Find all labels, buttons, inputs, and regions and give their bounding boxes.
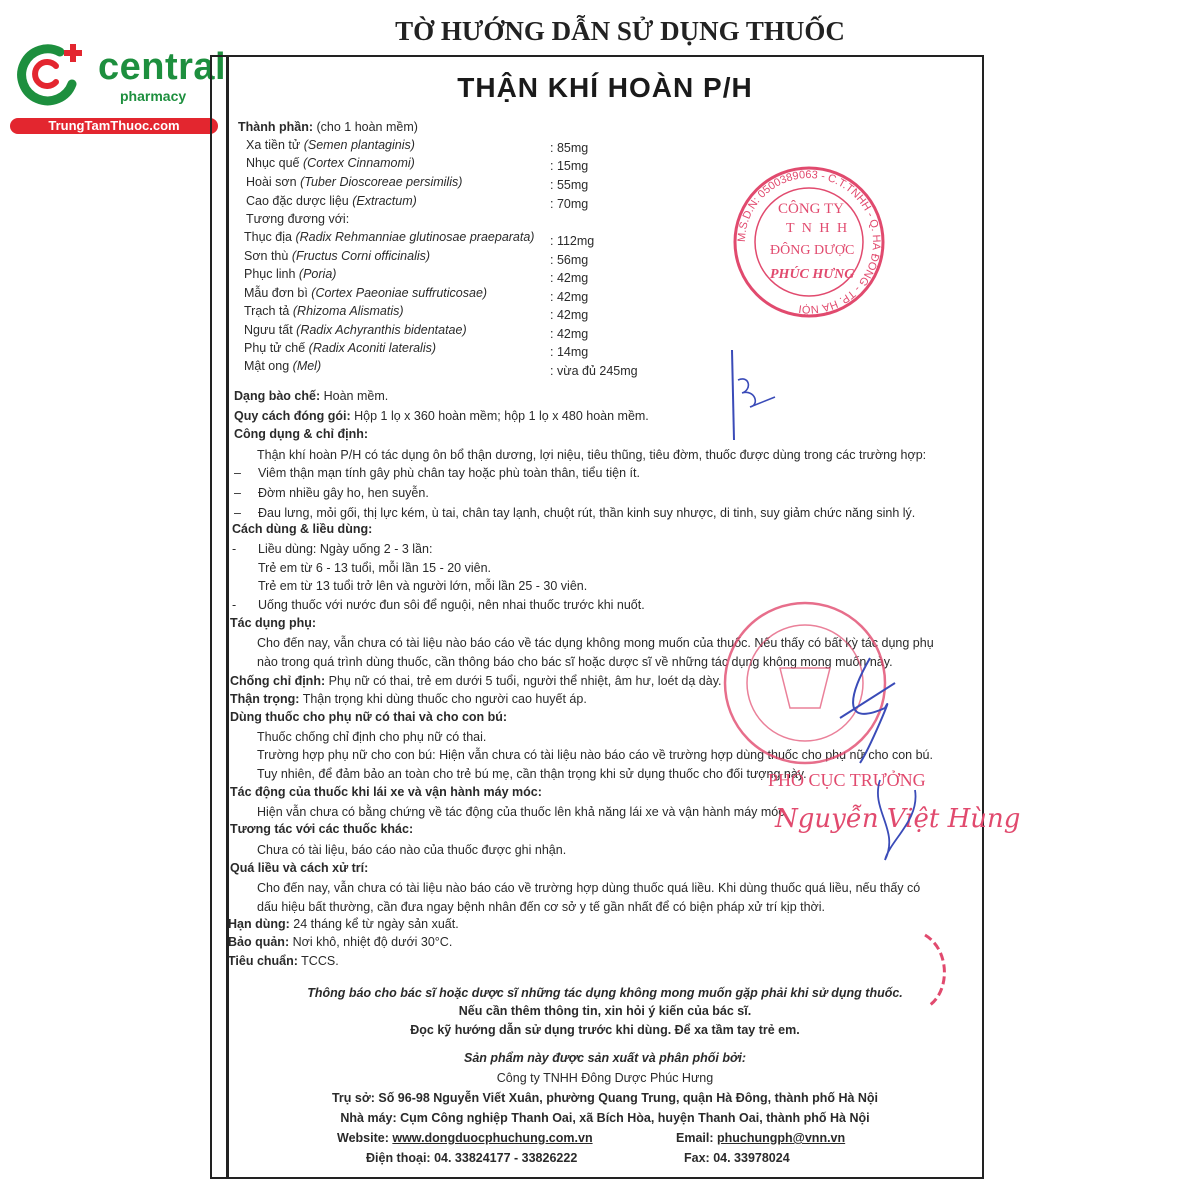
bullet-dash: – <box>234 486 241 500</box>
pharmacy-logo <box>10 38 227 138</box>
notice-line: Nếu cần thêm thông tin, xin hỏi ý kiến của bác sĩ. <box>458 1004 752 1018</box>
ingredient-amount: : 55mg <box>550 178 589 192</box>
usage-adult: Trẻ em từ 13 tuổi trở lên và người lớn, mỗi lần 25 - 30 viên. <box>258 579 588 593</box>
packaging-label: Quy cách đóng gói: <box>234 409 351 423</box>
document-title: TỜ HƯỚNG DẪN SỬ DỤNG THUỐC <box>395 16 845 46</box>
indication-item: Đau lưng, mỏi gối, thị lực kém, ù tai, chân tay lạnh, chuột rút, thần kinh suy nhược, di tinh, suy giảm chức năng sinh lý. <box>258 506 916 520</box>
equivalent-row <box>244 304 404 319</box>
overdose-line2: dấu hiệu bất thường, cần đưa ngay bệnh nhân đến cơ sở y tế gần nhất để có biện pháp xử trí kịp thời. <box>257 900 825 914</box>
hq-value: Số 96-98 Nguyễn Viết Xuân, phường Quang Trung, quận Hà Đông, thành phố Hà Nội <box>378 1091 879 1105</box>
stamp-line: PHÚC HƯNG <box>770 267 855 282</box>
equivalent-name: Phục linh <box>244 267 296 281</box>
email-row <box>676 1131 845 1146</box>
bullet-dash: – <box>234 506 241 520</box>
ingredient-row <box>246 194 417 209</box>
overdose-line1: Cho đến nay, vẫn chưa có tài liệu nào báo cáo về trường hợp dùng thuốc quá liều. Khi dùng thuốc quá liều, nếu thấy có <box>257 881 921 895</box>
ingredient-latin: (Semen plantaginis) <box>303 138 415 152</box>
email-link[interactable]: phuchungph@vnn.vn <box>717 1131 846 1145</box>
shelf-life <box>228 917 459 932</box>
signature-title: PHÓ CỤC TRƯỞNG <box>768 770 926 790</box>
shelf-life-label: Hạn dùng: <box>228 917 290 931</box>
stamp-line: T N H H <box>786 221 850 236</box>
equivalent-amount: : 42mg <box>550 327 589 341</box>
equivalent-row <box>244 230 534 245</box>
factory-label: Nhà máy: <box>340 1111 397 1125</box>
usage-child: Trẻ em từ 6 - 13 tuổi, mỗi lần 15 - 20 viên. <box>258 561 492 575</box>
ingredient-latin: (Tuber Dioscoreae persimilis) <box>300 175 463 189</box>
composition-heading-row <box>238 120 418 135</box>
signature-name: Nguyễn Việt Hùng <box>775 804 1021 834</box>
notice-line: Thông báo cho bác sĩ hoặc dược sĩ những tác dụng không mong muốn gặp phải khi sử dụng thuốc. <box>307 986 903 1000</box>
equivalent-amount: : 112mg <box>550 234 595 248</box>
company-stamp <box>730 163 888 321</box>
ingredient-name: Hoài sơn <box>246 175 297 189</box>
ingredient-amount: : 15mg <box>550 159 589 173</box>
contraindications-label: Chống chỉ định: <box>230 674 326 688</box>
email-label: Email: <box>676 1131 714 1145</box>
equivalent-latin: (Mel) <box>292 359 322 373</box>
initials-signature-icon <box>720 345 790 445</box>
dosage-form <box>234 389 388 404</box>
equivalent-amount: : 42mg <box>550 271 589 285</box>
hq-label: Trụ sở: <box>331 1091 375 1105</box>
phone-row <box>366 1151 577 1166</box>
equivalent-name: Phụ tử chế <box>244 341 306 355</box>
fax-label: Fax: <box>684 1151 710 1165</box>
ministry-stamp-icon <box>720 598 900 768</box>
equivalent-name: Trạch tả <box>244 304 290 318</box>
overdose-label: Quá liều và cách xử trí: <box>230 861 369 875</box>
ingredient-amount: : 70mg <box>550 197 589 211</box>
website-link[interactable]: www.dongduocphuchung.com.vn <box>392 1131 593 1145</box>
standard-value: TCCS. <box>301 954 339 968</box>
factory-value: Cụm Công nghiệp Thanh Oai, xã Bích Hòa, huyện Thanh Oai, thành phố Hà Nội <box>400 1111 870 1125</box>
ingredient-row <box>246 156 415 171</box>
notice-line: Đọc kỹ hướng dẫn sử dụng trước khi dùng. Để xa tầm tay trẻ em. <box>410 1023 800 1037</box>
equivalent-latin: (Fructus Corni officinalis) <box>291 249 431 263</box>
side-effects-line2: nào trong quá trình dùng thuốc, cần thông báo cho bác sĩ hoặc dược sĩ về những tác dụng không mong muốn này. <box>257 655 893 669</box>
equivalent-latin: (Radix Aconiti lateralis) <box>308 341 437 355</box>
equivalent-amount: : 56mg <box>550 253 589 267</box>
stamp-ring-text: M.S.D.N: 0500389063 - C.T.TNHH - Q. HÀ ĐÔNG - TP. HÀ NỘI <box>735 168 883 316</box>
ingredient-row <box>246 138 415 153</box>
standard <box>228 954 339 969</box>
equivalent-amount: : 42mg <box>550 290 589 304</box>
manufacturer-intro: Sản phẩm này được sản xuất và phân phối bởi: <box>463 1051 746 1065</box>
ingredient-latin: (Extractum) <box>352 194 417 208</box>
stamp-line: ĐÔNG DƯỢC <box>770 243 855 258</box>
composition-heading: Thành phần: <box>238 120 313 134</box>
side-effects-line1: Cho đến nay, vẫn chưa có tài liệu nào báo cáo về tác dụng không mong muốn của thuốc. Nếu thấy có bất kỳ tác dụng phụ <box>257 636 934 650</box>
storage-value: Nơi khô, nhiệt độ dưới 30°C. <box>292 935 453 949</box>
composition-note: (cho 1 hoàn mềm) <box>316 120 418 134</box>
precautions <box>230 692 587 707</box>
logo-brand: central <box>98 46 227 88</box>
equivalent-latin: (Poria) <box>298 267 337 281</box>
pregnancy-line2: Trường hợp phụ nữ cho con bú: Hiện vẫn chưa có tài liệu nào báo cáo về trường hợp dùng thuốc cho phụ nữ cho con bú. <box>257 748 933 762</box>
driving-label: Tác động của thuốc khi lái xe và vận hành máy móc: <box>230 785 542 799</box>
interactions-label: Tương tác với các thuốc khác: <box>230 822 414 836</box>
indication-item: Viêm thận mạn tính gây phù chân tay hoặc phù toàn thân, tiểu tiện ít. <box>258 466 640 480</box>
handwritten-signature-icon <box>860 770 940 870</box>
logo-url: TrungTamThuoc.com <box>10 118 218 134</box>
fax-value: 04. 33978024 <box>713 1151 790 1165</box>
driving-value: Hiện vẫn chưa có bằng chứng về tác động của thuốc lên khả năng lái xe và vận hành máy móc. <box>257 805 788 819</box>
logo-sub: pharmacy <box>120 88 187 104</box>
ingredient-name: Nhục quế <box>246 156 300 170</box>
equivalent-label: Tương đương với: <box>246 212 350 226</box>
storage-label: Bảo quản: <box>228 935 290 949</box>
website-row <box>337 1131 593 1146</box>
equivalent-row <box>244 323 467 338</box>
ingredient-latin: (Cortex Cinnamomi) <box>303 156 415 170</box>
packaging-value: Hộp 1 lọ x 360 hoàn mềm; hộp 1 lọ x 480 hoàn mềm. <box>354 409 649 423</box>
contraindications-value: Phụ nữ có thai, trẻ em dưới 5 tuổi, người thể nhiệt, âm hư, loét dạ dày. <box>328 674 722 688</box>
ingredient-amount: : 85mg <box>550 141 589 155</box>
standard-label: Tiêu chuẩn: <box>228 954 298 968</box>
ingredient-row <box>246 175 462 190</box>
stamp-ring-icon <box>730 163 888 321</box>
usage-how: Uống thuốc với nước đun sôi để nguội, nên nhai thuốc trước khi nuốt. <box>258 598 645 612</box>
bullet-dash: – <box>234 466 241 480</box>
side-effects-label: Tác dụng phụ: <box>230 616 317 630</box>
product-title: THẬN KHÍ HOÀN P/H <box>457 72 753 103</box>
fax-row <box>684 1151 790 1166</box>
indication-item: Đờm nhiều gây ho, hen suyễn. <box>258 486 429 500</box>
equivalent-amount: : 14mg <box>550 345 589 359</box>
usage-dose: Liều dùng: Ngày uống 2 - 3 lần: <box>258 542 433 556</box>
usage-label: Cách dùng & liều dùng: <box>232 522 373 536</box>
pregnancy-line3: Tuy nhiên, để đảm bảo an toàn cho trẻ bú mẹ, cần thận trọng khi sử dụng thuốc cho đối tượng này. <box>257 767 807 781</box>
ingredient-name: Cao đặc dược liệu <box>246 194 349 208</box>
indications-label: Công dụng & chỉ định: <box>234 427 368 441</box>
storage <box>228 935 452 950</box>
equivalent-row <box>244 341 436 356</box>
dosage-form-value: Hoàn mềm. <box>323 389 389 403</box>
pregnancy-line1: Thuốc chống chỉ định cho phụ nữ có thai. <box>257 730 487 744</box>
dosage-form-label: Dạng bào chế: <box>234 389 321 403</box>
bullet-dash: - <box>232 542 237 556</box>
phone-value: 04. 33824177 - 33826222 <box>434 1151 578 1165</box>
equivalent-latin: (Radix Rehmanniae glutinosae praeparata) <box>295 230 535 244</box>
equivalent-row <box>244 286 487 301</box>
manufacturer-company: Công ty TNHH Đông Dược Phúc Hưng <box>496 1071 714 1085</box>
pregnancy-label: Dùng thuốc cho phụ nữ có thai và cho con bú: <box>230 710 508 724</box>
central-pharmacy-logo-icon <box>12 40 92 106</box>
equivalent-name: Mẫu đơn bì <box>244 286 308 300</box>
equivalent-name: Mật ong <box>244 359 290 373</box>
shelf-life-value: 24 tháng kể từ ngày sản xuất. <box>293 917 459 931</box>
equivalent-amount: : 42mg <box>550 308 589 322</box>
equivalent-row <box>244 359 321 374</box>
bullet-dash: - <box>232 598 237 612</box>
manufacturer-hq <box>230 1091 980 1106</box>
equivalent-latin: (Rhizoma Alismatis) <box>292 304 404 318</box>
equivalent-name: Ngưu tất <box>244 323 293 337</box>
website-label: Website: <box>337 1131 389 1145</box>
ingredient-name: Xa tiền tử <box>246 138 301 152</box>
precautions-label: Thận trọng: <box>230 692 300 706</box>
manufacturer-factory <box>230 1111 980 1126</box>
phone-label: Điện thoại: <box>366 1151 431 1165</box>
equivalent-amount: : vừa đủ 245mg <box>550 364 638 378</box>
equivalent-row <box>244 249 430 264</box>
interactions-value: Chưa có tài liệu, báo cáo nào của thuốc được ghi nhận. <box>257 843 567 857</box>
equivalent-latin: (Radix Achyranthis bidentatae) <box>296 323 467 337</box>
packaging <box>234 409 649 424</box>
indications-intro: Thận khí hoàn P/H có tác dụng ôn bổ thận dương, lợi niệu, tiêu thũng, tiêu đờm, thuốc được dùng trong các trường hợp: <box>257 448 927 462</box>
equivalent-name: Sơn thù <box>244 249 289 263</box>
equivalent-name: Thục địa <box>244 230 292 244</box>
stamp-line: CÔNG TY <box>778 201 844 217</box>
equivalent-row <box>244 267 336 282</box>
partial-stamp-edge-icon <box>920 930 960 1010</box>
contraindications <box>230 674 722 689</box>
equivalent-latin: (Cortex Paeoniae suffruticosae) <box>311 286 488 300</box>
precautions-value: Thận trọng khi dùng thuốc cho người cao huyết áp. <box>302 692 587 706</box>
